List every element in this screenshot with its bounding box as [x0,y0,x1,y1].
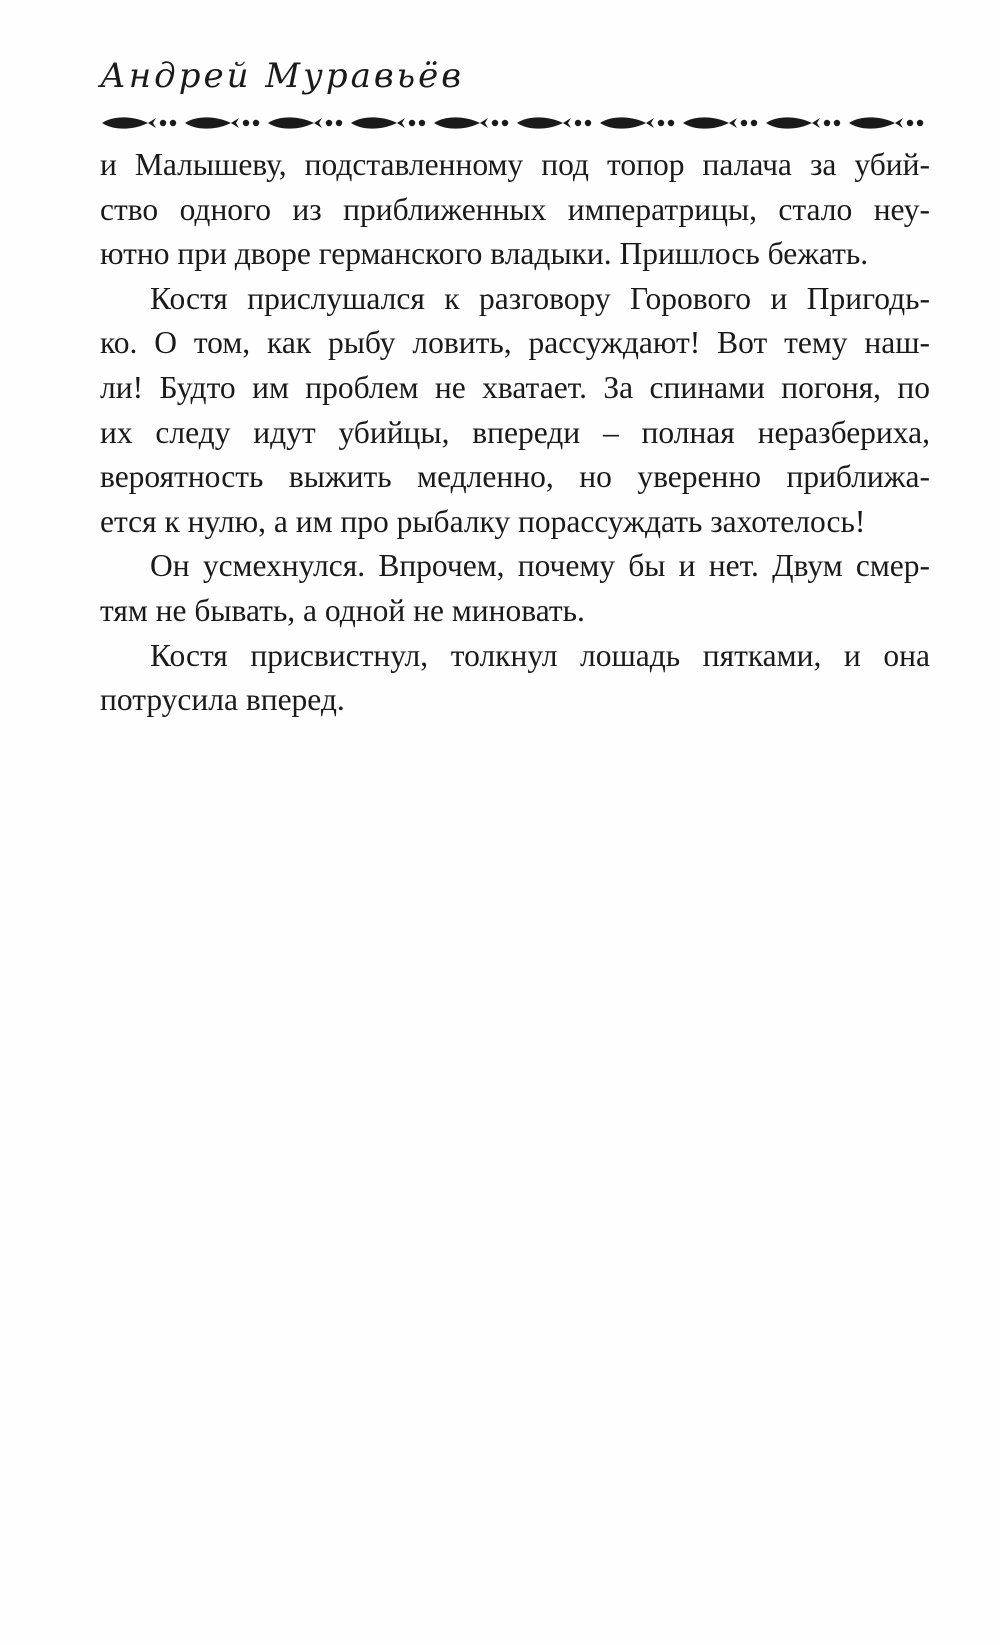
paragraph-3 [100,544,930,633]
ornament-dot [492,120,498,126]
ornament-swash [351,117,405,128]
text-line: вероятность выжить медленно, но уверенно приближа- [100,459,930,495]
ornament-dot [502,120,508,126]
ornament-dot [243,120,249,126]
ornament-dot [658,120,664,126]
text-line: и Малышеву, подставленному под топор палача за убий- [100,147,930,182]
text-line: ется к нулю, а им про рыбалку порассуждать захотелось! [100,503,866,539]
paragraph-2 [100,277,930,545]
ornament-dot [170,120,176,126]
ornament-dot [336,120,342,126]
ornament-swash [268,117,322,128]
text-line: ли! Будто им проблем не хватает. За спинами погоня, по [100,369,930,405]
text-line: ютно при дворе германского владыки. Пришлось бежать. [100,236,869,272]
text-line: их следу идут убийцы, впереди – полная неразбериха, [100,414,930,450]
text-line: ство одного из приближенных императрицы, стало неу- [100,191,930,227]
text-line: потрусила вперед. [100,682,345,718]
ornament-dot [917,120,923,126]
text-line: Он усмехнулся. Впрочем, почему бы и нет. Двум смер- [150,548,930,584]
ornament-dot [907,120,913,126]
ornament-swash [434,117,488,128]
ornament-dot [326,120,332,126]
ornament-swash [683,117,737,128]
ornament-dot [741,120,747,126]
body-text [100,143,930,723]
ornament-dot [585,120,591,126]
ornament-swash [849,117,903,128]
ornament-dot [575,120,581,126]
ornament-dot [668,120,674,126]
ornament-dot [160,120,166,126]
running-head-author: Андрей Муравьёв [100,56,465,96]
ornament-swash [766,117,820,128]
ornament-dot [419,120,425,126]
ornament-swash [102,117,156,128]
text-line: тям не бывать, а одной не миновать. [100,592,585,628]
ornament-dot [751,120,757,126]
text-line: Костя присвистнул, толкнул лошадь пятками, и она [150,637,930,673]
ornament-swash [517,117,571,128]
ornament-swash [185,117,239,128]
paragraph-4 [100,634,930,723]
text-line: Костя прислушался к разговору Горового и Пригодь- [150,280,930,316]
ornament-dot [409,120,415,126]
text-line: ко. О том, как рыбу ловить, рассуждают! Вот тему наш- [100,325,930,361]
ornament-dot [824,120,830,126]
ornament-dot [834,120,840,126]
ornamental-divider [100,112,930,134]
ornament-dot [253,120,259,126]
paragraph-1 [100,143,930,277]
ornament-swash [600,117,654,128]
